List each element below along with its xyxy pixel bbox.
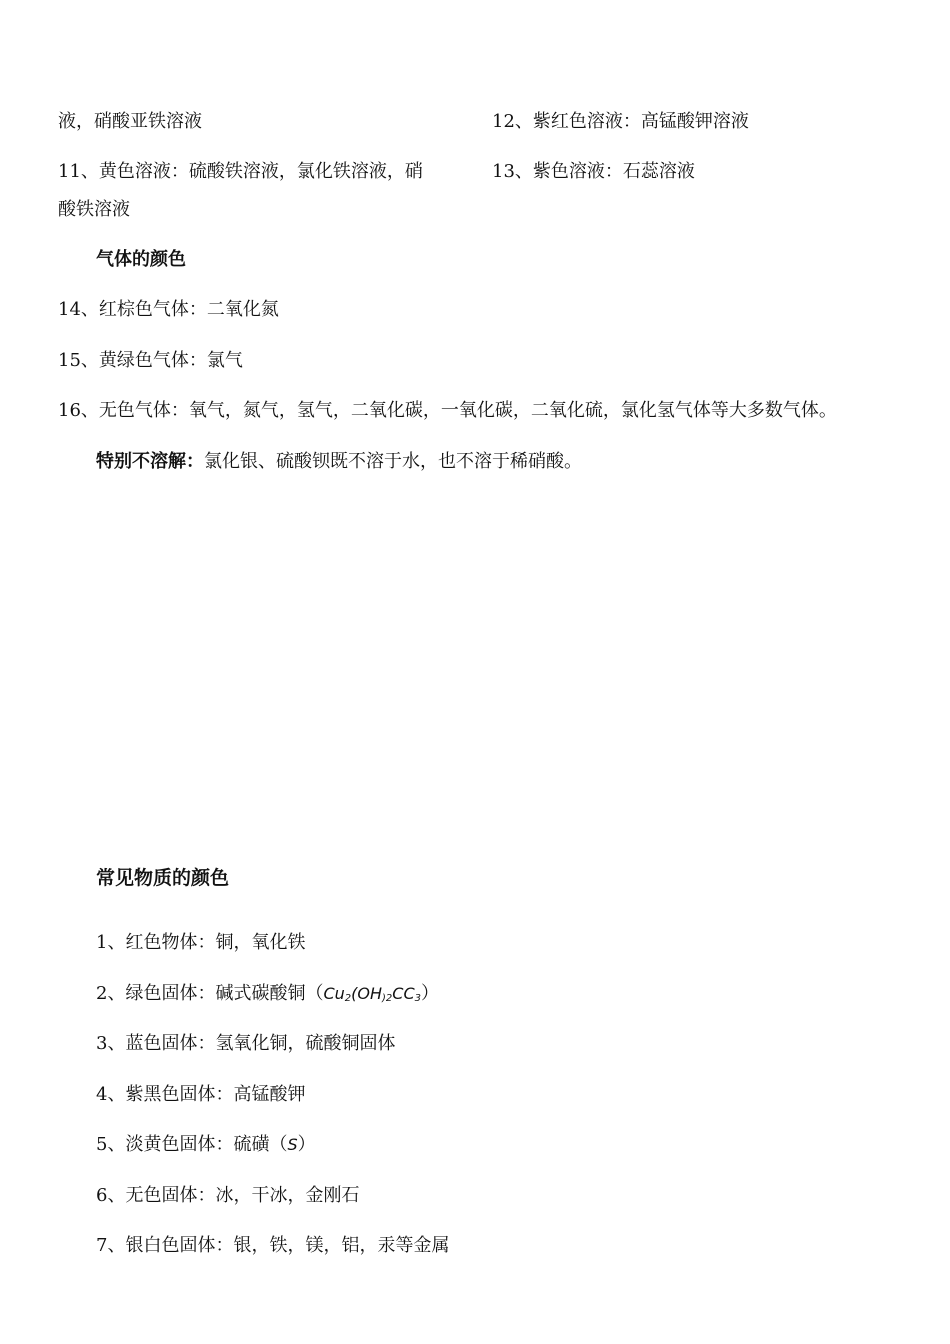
common-item-2	[96, 983, 439, 1005]
gas-item-16: 16、无色气体：氧气，氮气，氢气，二氧化碳，一氧化碳，二氧化硫，氯化氢气体等大多数气体。	[58, 400, 837, 421]
gas-item-14: 14、红棕色气体：二氧化氮	[58, 299, 279, 320]
common-item-7: 7、银白色固体：银，铁，镁，铝，汞等金属	[96, 1235, 450, 1256]
common-item-1: 1、红色物体：铜，氧化铁	[96, 932, 306, 953]
right-col-line-1: 12、紫红色溶液：高锰酸钾溶液	[492, 111, 749, 132]
common-item-2-suffix: ）	[421, 983, 439, 1004]
common-item-3: 3、蓝色固体：氢氧化铜，硫酸铜固体	[96, 1033, 396, 1054]
common-item-4: 4、紫黑色固体：高锰酸钾	[96, 1084, 306, 1105]
common-item-5-prefix: 5、淡黄色固体：硫磺（	[96, 1134, 288, 1155]
left-col-line-3: 酸铁溶液	[58, 199, 130, 220]
insoluble-note-label: 特别不溶解：	[96, 451, 204, 472]
gas-item-15: 15、黄绿色气体：氯气	[58, 350, 243, 371]
insoluble-note	[96, 451, 582, 473]
common-item-6: 6、无色固体：冰，干冰，金刚石	[96, 1185, 360, 1206]
insoluble-note-text: 氯化银、硫酸钡既不溶于水，也不溶于稀硝酸。	[204, 451, 582, 472]
gas-section-heading: 气体的颜色	[96, 249, 186, 270]
left-col-line-1: 液，硝酸亚铁溶液	[58, 111, 202, 132]
left-col-line-2: 11、黄色溶液：硫酸铁溶液，氯化铁溶液，硝	[58, 161, 423, 182]
common-item-5	[96, 1134, 316, 1156]
right-col-line-2: 13、紫色溶液：石蕊溶液	[492, 161, 695, 182]
sulfur-formula: S	[287, 1135, 298, 1154]
common-item-5-suffix: ）	[297, 1134, 316, 1155]
copper-carbonate-formula: $Cu_2(OH_{)2}CC_3$	[323, 984, 421, 1004]
common-section-heading: 常见物质的颜色	[96, 867, 230, 889]
common-item-2-prefix: 2、绿色固体：碱式碳酸铜（	[96, 983, 324, 1004]
